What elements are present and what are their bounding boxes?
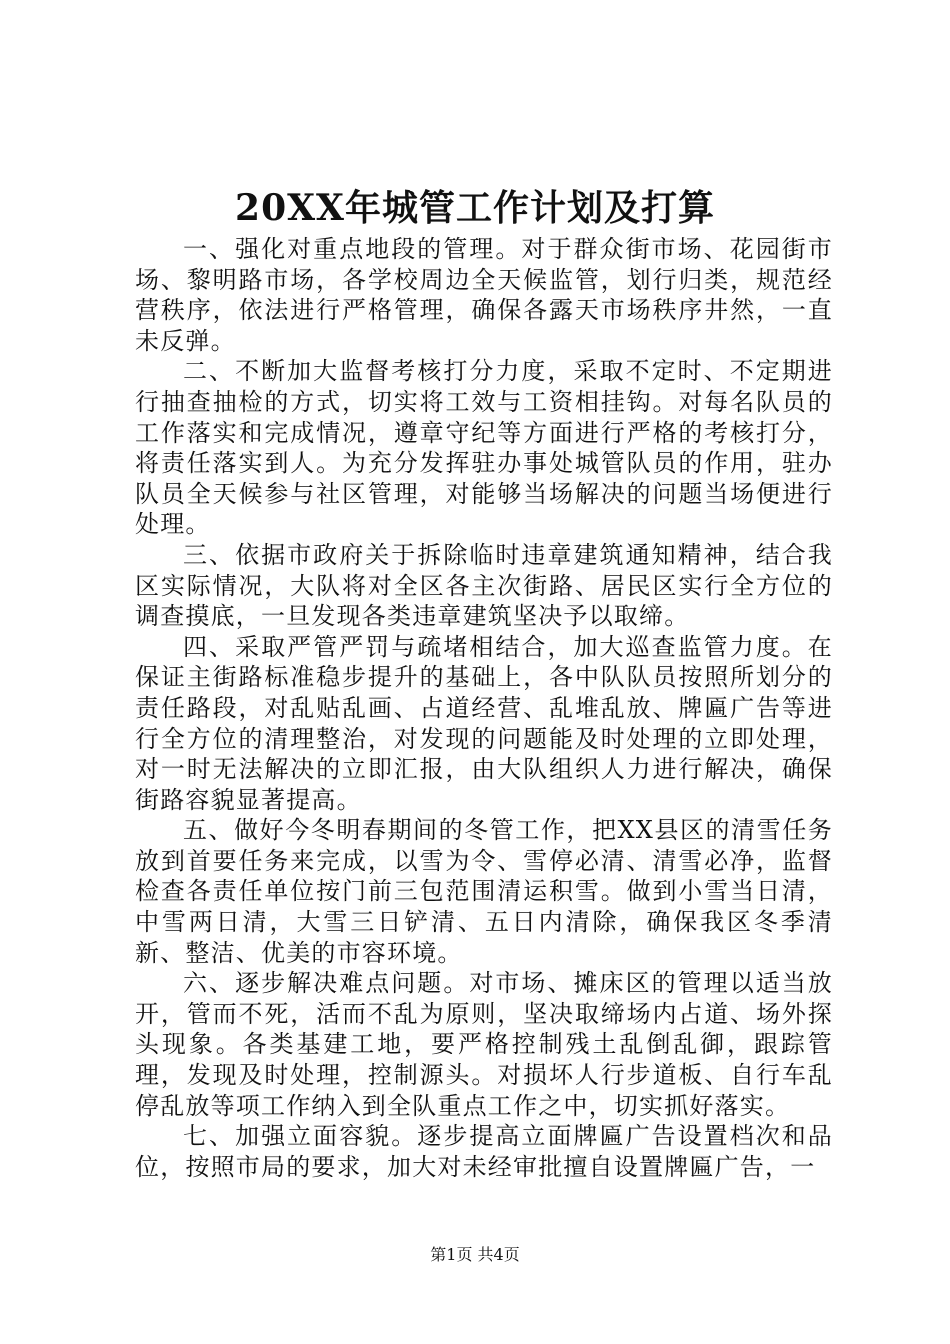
paragraph: 一、强化对重点地段的管理。对于群众街市场、花园街市场、黎明路市场，各学校周边全天候监管，划行归类，规范经营秩序，依法进行严格管理，确保各露天市场秩序井然，一直未反弹。 [135,235,833,355]
paragraph: 四、采取严管严罚与疏堵相结合，加大巡查监管力度。在保证主街路标准稳步提升的基础上，各中队队员按照所划分的责任路段，对乱贴乱画、占道经营、乱堆乱放、牌匾广告等进行全方位的清理整治，对发现的问题能及时处理的立即处理，对一时无法解决的立即汇报，由大队组织人力进行解决，确保街路容貌显著提高。 [135,632,833,814]
paragraph: 六、逐步解决难点问题。对市场、摊床区的管理以适当放开，管而不死，活而不乱为原则，坚决取缔场内占道、场外探头现象。各类基建工地，要严格控制残土乱倒乱御，跟踪管理，发现及时处理，控制源头。对损坏人行步道板、自行车乱停乱放等项工作纳入到全队重点工作之中，切实抓好落实。 [135,969,833,1120]
document-body [135,234,833,1182]
paragraph: 三、依据市政府关于拆除临时违章建筑通知精神，结合我区实际情况，大队将对全区各主次街路、居民区实行全方位的调查摸底，一旦发现各类违章建筑坚决予以取缔。 [135,540,833,631]
document-title: 20XX年城管工作计划及打算 [235,187,715,229]
paragraph: 七、加强立面容貌。逐步提高立面牌匾广告设置档次和品位，按照市局的要求，加大对未经审批擅自设置牌匾广告，一 [135,1122,833,1181]
paragraph: 二、不断加大监督考核打分力度，采取不定时、不定期进行抽查抽检的方式，切实将工效与工资相挂钩。对每名队员的工作落实和完成情况，遵章守纪等方面进行严格的考核打分，将责任落实到人。为充分发挥驻办事处城管队员的作用，驻办队员全天候参与社区管理，对能够当场解决的问题当场便进行处理。 [135,357,833,539]
page-number-footer: 第1页 共4页 [430,1245,520,1264]
paragraph: 五、做好今冬明春期间的冬管工作，把XX县区的清雪任务放到首要任务来完成，以雪为令、雪停必清、清雪必净，监督检查各责任单位按门前三包范围清运积雪。做到小雪当日清，中雪两日清，大雪三日铲清、五日内清除，确保我区冬季清新、整洁、优美的市容环境。 [135,816,833,967]
